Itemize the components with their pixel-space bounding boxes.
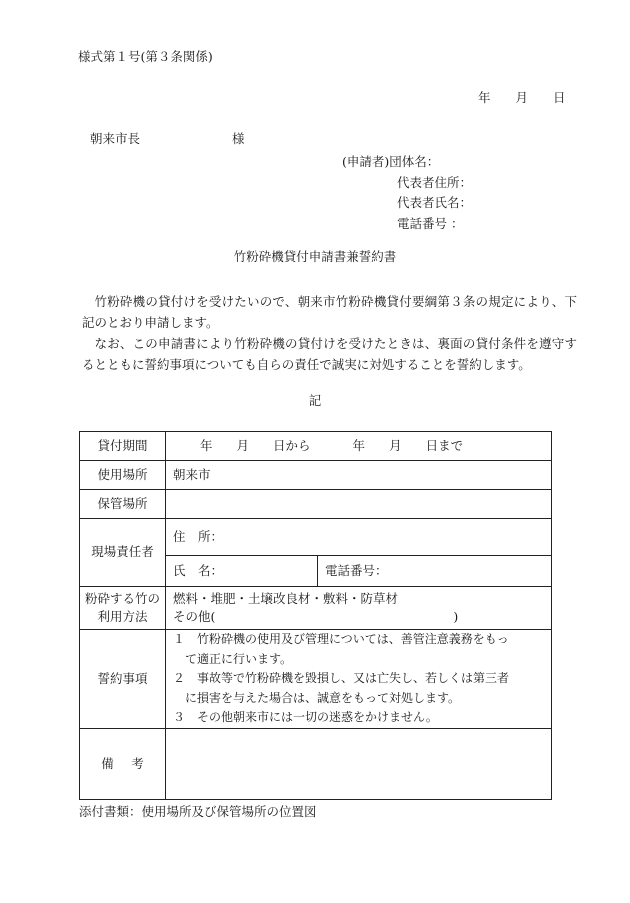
table-row-pledge bbox=[80, 630, 552, 729]
period-to-month: 月 bbox=[389, 437, 402, 453]
date-year-label: 年 bbox=[478, 90, 491, 105]
period-from-month: 月 bbox=[236, 437, 250, 453]
attachment-note: 添付書類：使用場所及び保管場所の位置図 bbox=[79, 804, 317, 819]
manager-phone-field: 電話番号： bbox=[318, 556, 552, 587]
use-place-value: 朝来市 bbox=[166, 461, 552, 490]
usage-other-close: ) bbox=[453, 609, 459, 624]
date-month-label: 月 bbox=[515, 90, 529, 105]
usage-other-open: その他( bbox=[173, 609, 216, 624]
pledge-field bbox=[166, 630, 552, 729]
applicant-block bbox=[342, 152, 472, 234]
application-table bbox=[79, 431, 552, 800]
manager-name-field: 氏 名： bbox=[166, 556, 318, 587]
addressee bbox=[90, 133, 245, 146]
addressee-honorific: 様 bbox=[232, 131, 245, 146]
period-label: 貸付期間 bbox=[80, 432, 166, 461]
usage-options: 燃料・堆肥・土壌改良材・敷料・防草材 bbox=[173, 590, 399, 606]
period-to-year: 年 bbox=[352, 437, 366, 453]
applicant-org: (申請者)団体名： bbox=[342, 154, 440, 169]
storage-label: 保管場所 bbox=[80, 490, 166, 519]
table-row-manager-address bbox=[80, 519, 552, 556]
period-from-day: 日から bbox=[273, 437, 311, 453]
pledge-item-3: ３ その他朝来市には一切の迷惑をかけません。 bbox=[173, 710, 438, 725]
applicant-rep-name: 代表者氏名： bbox=[397, 195, 473, 210]
applicant-phone: 電話番号 ： bbox=[397, 215, 464, 231]
ki-heading: 記 bbox=[308, 393, 322, 408]
applicant-address: 代表者住所： bbox=[397, 174, 473, 190]
usage-label bbox=[80, 587, 166, 630]
period-field bbox=[166, 432, 552, 461]
date-line bbox=[478, 92, 566, 105]
table-row-remarks bbox=[80, 729, 552, 800]
form-number: 様式第１号(第３条関係) bbox=[78, 49, 213, 64]
table-row-storage bbox=[80, 490, 552, 519]
usage-field bbox=[166, 587, 552, 630]
pledge-item-2b: に損害を与えた場合は、誠意をもって対処します。 bbox=[185, 690, 461, 705]
pledge-item-2a: ２ 事故等で竹粉砕機を毀損し、又は亡失し、若しくは第三者 bbox=[173, 671, 510, 686]
manager-address-field: 住 所： bbox=[166, 519, 552, 556]
usage-label-line-2: 利用方法 bbox=[97, 609, 148, 624]
addressee-name: 朝来市長 bbox=[90, 131, 141, 146]
remarks-label: 備考 bbox=[80, 729, 166, 800]
body-text bbox=[82, 291, 577, 375]
date-day-label: 日 bbox=[553, 90, 566, 105]
usage-other bbox=[173, 608, 544, 626]
table-row-period bbox=[80, 432, 552, 461]
table-row-usage bbox=[80, 587, 552, 630]
storage-value bbox=[166, 490, 552, 519]
pledge-item-1b: て適正に行います。 bbox=[185, 651, 293, 666]
remarks-field bbox=[166, 729, 552, 800]
use-place-label: 使用場所 bbox=[80, 461, 166, 490]
table-row-use-place bbox=[80, 461, 552, 490]
body-paragraph-2: なお、この申請書により竹粉砕機の貸付けを受けたときは、裏面の貸付条件を遵守するとともに誓約事項についても自らの責任で誠実に対処することを誓約します。 bbox=[82, 336, 577, 372]
body-paragraph-1: 竹粉砕機の貸付けを受けたいので、朝来市竹粉砕機貸付要綱第３条の規定により、下記のとおり申請します。 bbox=[82, 294, 577, 330]
period-to-day: 日まで bbox=[425, 437, 464, 453]
period-from-year: 年 bbox=[200, 437, 213, 453]
pledge-label: 誓約事項 bbox=[80, 630, 166, 729]
usage-label-line-1: 粉砕する竹の bbox=[84, 590, 160, 606]
manager-label: 現場責任者 bbox=[80, 519, 166, 587]
document-title: 竹粉砕機貸付申請書兼誓約書 bbox=[233, 249, 397, 264]
pledge-item-1a: １ 竹粉砕機の使用及び管理については、善管注意義務をもっ bbox=[173, 632, 509, 647]
